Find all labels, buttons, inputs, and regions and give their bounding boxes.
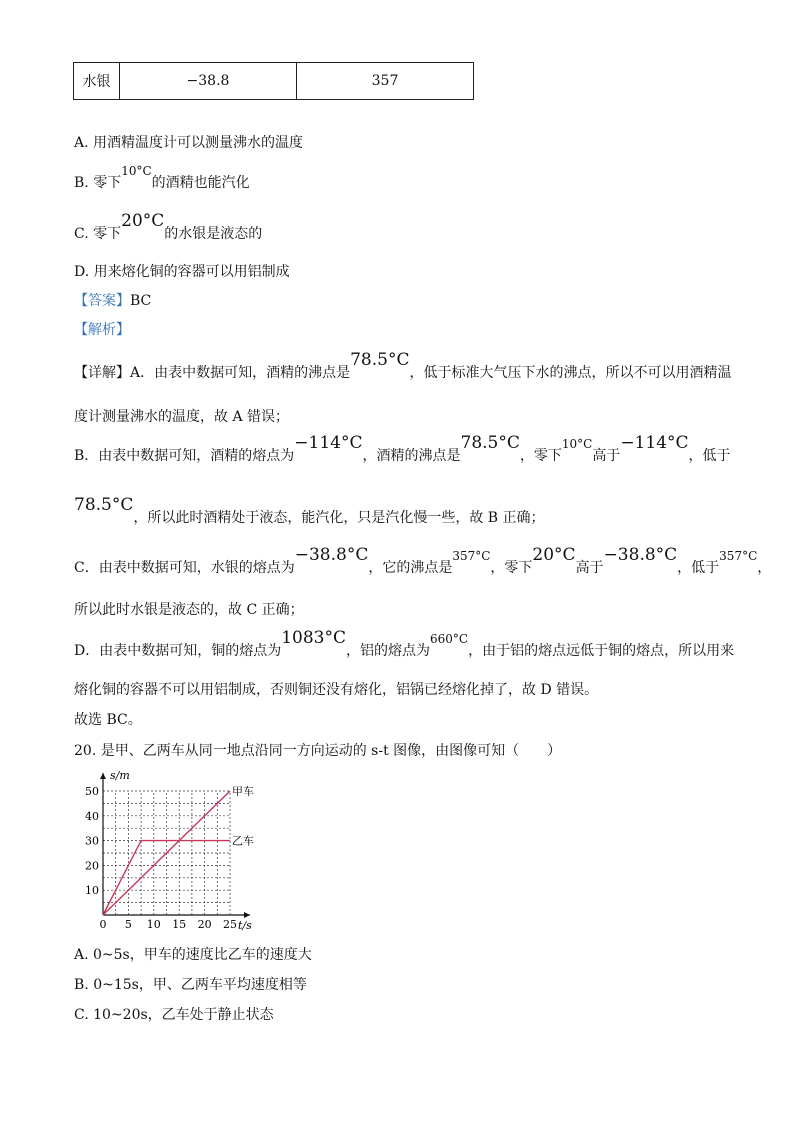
detail-b-t4: −114°C [620,433,689,453]
y-tick-label: 40 [85,809,99,823]
analysis-label: 【解析】 [74,322,130,338]
series-name-label-1: 甲车 [232,785,254,798]
y-tick-label: 20 [85,859,99,873]
detail-c-t4: −38.8°C [603,545,678,565]
detail-a-line1 [74,350,732,381]
detail-d-line1 [74,628,735,659]
detail-d-mid1: ，铝的熔点为 [346,643,431,659]
detail-b2-post: ，所以此时酒精处于液态，能汽化，只是汽化慢一些，故 B 正确； [133,510,545,526]
detail-c-mid4: ，低于 [677,560,720,576]
answer-line [74,294,151,308]
detail-c-post: ， [757,560,772,576]
x-tick-label: 25 [223,918,237,931]
detail-c-line2: 所以此时水银是液态的，故 C 正确； [74,602,304,618]
detail-a-temp: 78.5°C [350,350,410,370]
detail-c-t5: 357°C [719,549,758,563]
detail-b-mid2: ，零下 [519,448,562,464]
option-c-post: 的水银是液态的 [164,226,263,242]
detail-b-pre: B．由表中数据可知，酒精的熔点为 [74,448,295,464]
detail-b-line1 [74,433,731,464]
y-tick-label: 30 [85,834,99,848]
detail-d-t1: 1083°C [281,628,347,648]
detail-b-mid1: ，酒精的沸点是 [362,448,461,464]
detail-d-line2: 熔化铜的容器不可以用铝制成，否则铜还没有熔化，铝锅已经熔化掉了，故 D 错误。 [74,682,599,698]
detail-b-t1: −114°C [294,433,363,453]
detail-c-mid3: 高于 [575,560,604,576]
option-c [74,211,263,242]
detail-b-t3: 10°C [561,437,593,451]
detail-b-mid3: 高于 [592,448,621,464]
table-cell-substance: 水银 [74,63,120,100]
detail-conclusion: 故选 BC。 [74,712,142,728]
detail-c-t1: −38.8°C [294,545,369,565]
question-20-option-a: A. 0~5s，甲车的速度比乙车的速度大 [74,947,312,963]
detail-c-t3: 20°C [532,545,576,565]
detail-a-line2: 度计测量沸水的温度，故 A 错误； [74,409,290,425]
detail-c-mid2: ，零下 [490,560,533,576]
x-tick-label: 5 [124,918,132,931]
answer-value: BC [130,293,152,309]
table-cell-melting: −38.8 [120,63,297,100]
melting-boiling-table [73,62,474,100]
table-row [74,63,474,100]
y-tick-label: 50 [85,785,99,798]
series-name-label-2: 乙车 [232,834,254,848]
option-b [74,164,250,191]
y-axis-arrow [100,773,106,779]
x-axis-label: t/s [238,919,252,932]
question-20-option-c: C. 10~20s，乙车处于静止状态 [74,1007,274,1023]
x-tick-label: 20 [197,918,212,931]
detail-a-post: ，低于标准大气压下水的沸点，所以不可以用酒精温 [409,365,732,381]
option-a: A. 用酒精温度计可以测量沸水的温度 [74,135,304,151]
answer-label: 【答案】 [74,293,130,309]
detail-d-post: ，由于铝的熔点远低于铜的熔点，所以用来 [468,643,735,659]
option-b-temp: 10°C [121,164,152,178]
x-axis-arrow [244,912,250,918]
y-tick-label: 10 [85,884,99,898]
detail-b-t2: 78.5°C [460,433,520,453]
detail-b-line2 [74,495,545,526]
detail-d-pre: D．由表中数据可知，铜的熔点为 [74,643,282,659]
detail-d-t2: 660°C [430,632,469,646]
detail-c-pre: C．由表中数据可知，水银的熔点为 [74,560,295,576]
x-tick-label: 15 [172,918,187,931]
x-tick-label: 0 [99,918,107,931]
detail-c-mid1: ，它的沸点是 [368,560,453,576]
x-tick-label: 10 [146,918,161,931]
option-b-post: 的酒精也能汽化 [151,175,250,191]
st-chart [70,765,270,940]
option-b-pre: B. 零下 [74,175,122,191]
option-d: D. 用来熔化铜的容器可以用铝制成 [74,264,290,280]
detail-c-t2: 357°C [452,549,491,563]
y-axis-label: s/m [110,769,130,782]
question-20-option-b: B. 0~15s，甲、乙两车平均速度相等 [74,977,307,993]
detail-a-pre: 【详解】A．由表中数据可知，酒精的沸点是 [74,365,351,381]
chart-series [103,785,254,915]
detail-b-post: ，低于 [688,448,731,464]
detail-b2-temp: 78.5°C [74,495,134,515]
detail-c-line1 [74,545,772,576]
option-c-pre: C. 零下 [74,226,122,242]
table-cell-boiling: 357 [297,63,474,100]
option-c-temp: 20°C [121,211,165,231]
question-20-stem: 20. 是甲、乙两车从同一地点沿同一方向运动的 s-t 图像，由图像可知（ ） [74,743,562,759]
